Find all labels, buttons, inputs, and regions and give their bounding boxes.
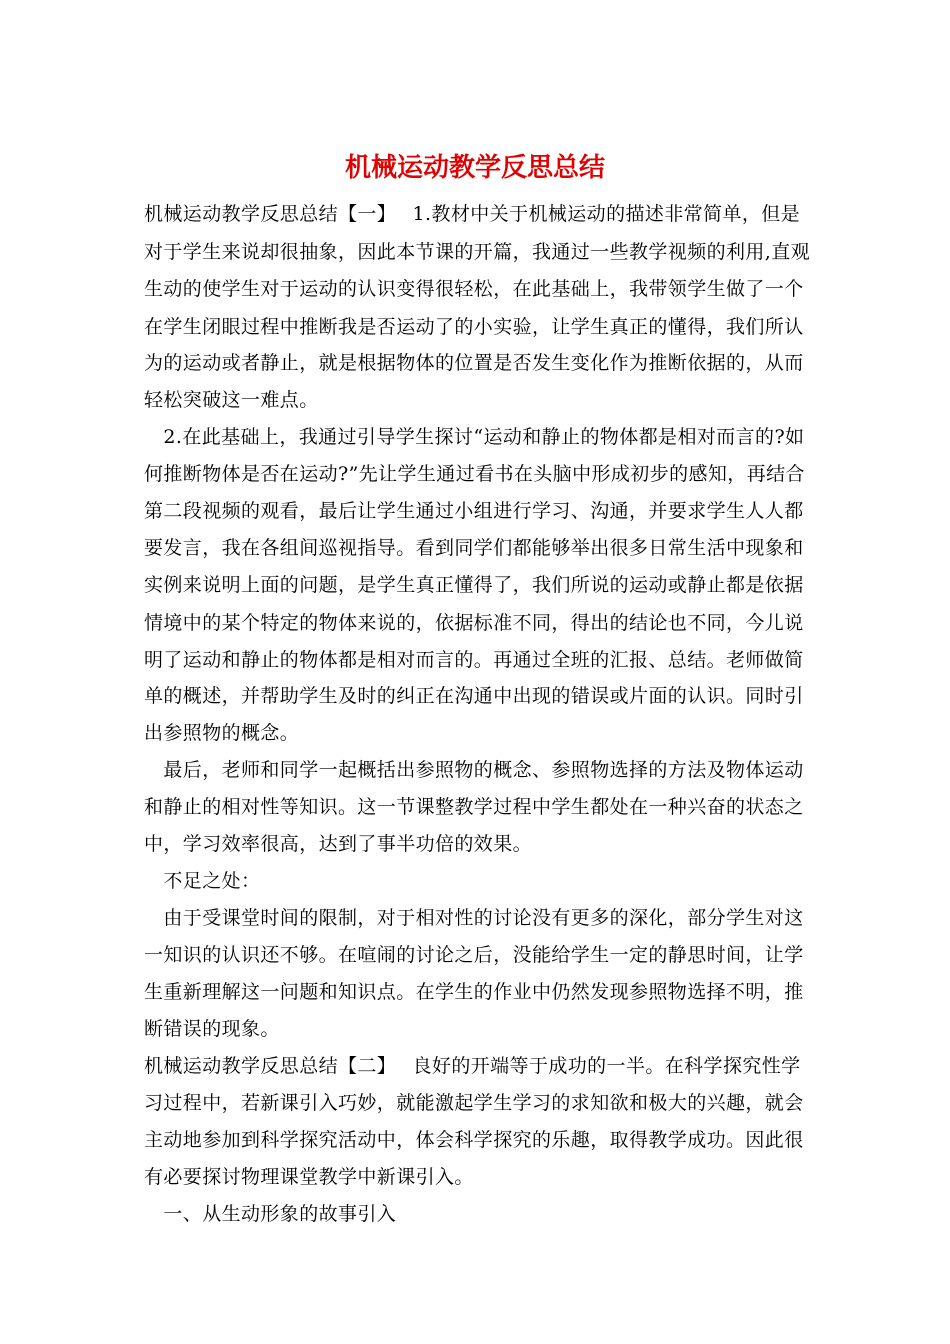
- body-line: 单的概述，并帮助学生及时的纠正在沟通中出现的错误或片面的认识。同时引: [144, 685, 804, 707]
- body-line: 由于受课堂时间的限制，对于相对性的讨论没有更多的深化，部分学生对这: [144, 907, 804, 929]
- body-line: 一知识的认识还不够。在喧闹的讨论之后，没能给学生一定的静思时间，让学: [144, 944, 804, 966]
- body-line: 习过程中，若新课引入巧妙，就能激起学生学习的求知欲和极大的兴趣，就会: [144, 1092, 804, 1114]
- body-line: 2.在此基础上，我通过引导学生探讨“运动和静止的物体都是相对而言的?如: [144, 426, 805, 448]
- body-line: 对于学生来说却很抽象，因此本节课的开篇，我通过一些教学视频的利用,直观: [144, 241, 811, 263]
- body-line: 生重新理解这一问题和知识点。在学生的作业中仍然发现参照物选择不明，推: [144, 981, 804, 1003]
- body-line: 断错误的现象。: [144, 1018, 280, 1040]
- body-line: 和静止的相对性等知识。这一节课整教学过程中学生都处在一种兴奋的状态之: [144, 796, 804, 818]
- body-line: 生动的使学生对于运动的认识变得很轻松，在此基础上，我带领学生做了一个: [144, 278, 804, 300]
- body-line: 机械运动教学反思总结【一】 1.教材中关于机械运动的描述非常简单，但是: [144, 203, 801, 225]
- body-line: 第二段视频的观看，最后让学生通过小组进行学习、沟通，并要求学生人人都: [144, 500, 804, 522]
- body-line: 不足之处：: [144, 870, 261, 892]
- body-line: 轻松突破这一难点。: [144, 389, 319, 411]
- body-line: 情境中的某个特定的物体来说的，依据标准不同，得出的结论也不同，今儿说: [144, 612, 804, 634]
- body-line: 最后，老师和同学一起概括出参照物的概念、参照物选择的方法及物体运动: [144, 759, 804, 781]
- body-line: 为的运动或者静止，就是根据物体的位置是否发生变化作为推断依据的，从而: [144, 352, 804, 374]
- body-line: 何推断物体是否在运动?”先让学生通过看书在头脑中形成初步的感知，再结合: [144, 463, 805, 485]
- body-line: 在学生闭眼过程中推断我是否运动了的小实验，让学生真正的懂得，我们所认: [144, 316, 804, 338]
- body-line: 要发言，我在各组间巡视指导。看到同学们都能够举出很多日常生活中现象和: [144, 537, 804, 559]
- body-line: 中，学习效率很高，达到了事半功倍的效果。: [144, 833, 533, 855]
- body-line: 实例来说明上面的问题，是学生真正懂得了，我们所说的运动或静止都是依据: [144, 574, 804, 596]
- body-line: 一、从生动形象的故事引入: [144, 1203, 397, 1225]
- body-line: 主动地参加到科学探究活动中，体会科学探究的乐趣，取得教学成功。因此很: [144, 1129, 804, 1151]
- body-line: 有必要探讨物理课堂教学中新课引入。: [144, 1166, 474, 1188]
- body-line: 出参照物的概念。: [144, 722, 300, 744]
- body-line: 明了运动和静止的物体都是相对而言的。再通过全班的汇报、总结。老师做简: [144, 649, 804, 671]
- document-title: 机械运动教学反思总结: [344, 153, 605, 183]
- body-line: 机械运动教学反思总结【二】 良好的开端等于成功的一半。在科学探究性学: [144, 1055, 801, 1077]
